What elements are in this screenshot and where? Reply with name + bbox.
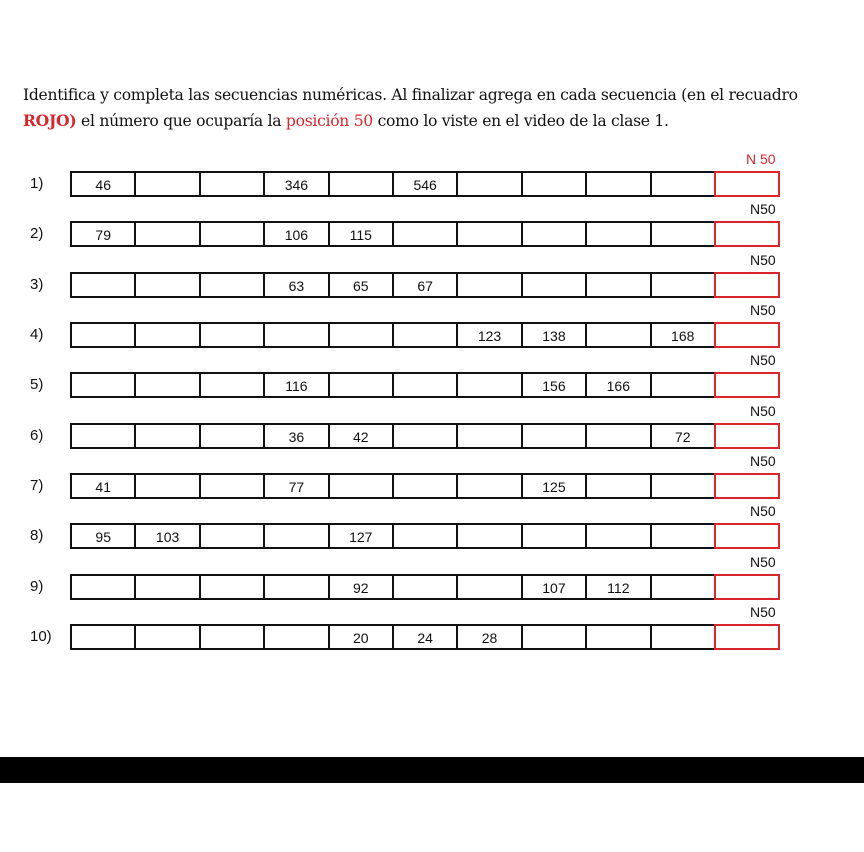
instructions (23, 83, 853, 134)
row-number: 10) (30, 628, 52, 645)
sequence-cell[interactable] (456, 523, 522, 549)
sequence-cell[interactable] (134, 473, 200, 499)
sequence-cell[interactable] (134, 272, 200, 298)
sequence-cell[interactable] (521, 221, 587, 247)
sequence-cell[interactable]: 156 (521, 372, 587, 398)
sequence-row (0, 302, 864, 348)
row-number: 5) (30, 376, 44, 393)
sequence-cell[interactable] (199, 171, 265, 197)
sequence-cell[interactable] (134, 574, 200, 600)
sequence-cell[interactable]: 116 (263, 372, 329, 398)
sequence-cell[interactable] (521, 523, 587, 549)
instruction-text: Identifica y completa las secuencias numéricas. Al finalizar agrega en cada secuencia (en el recuadro (23, 86, 798, 104)
sequence-cell[interactable]: 115 (328, 221, 394, 247)
sequence-cell[interactable] (70, 574, 136, 600)
sequence-cell[interactable] (650, 523, 716, 549)
sequence-cell[interactable] (585, 624, 651, 650)
n50-answer-box[interactable] (714, 221, 780, 247)
sequence-cell[interactable] (392, 574, 458, 600)
sequence-cell[interactable] (263, 523, 329, 549)
sequence-cell[interactable] (650, 272, 716, 298)
sequence-cell[interactable]: 546 (392, 171, 458, 197)
sequence-cell[interactable] (263, 624, 329, 650)
sequence-cell[interactable]: 46 (70, 171, 136, 197)
sequence-cell[interactable] (650, 473, 716, 499)
sequence-cell[interactable] (392, 423, 458, 449)
row-number: 1) (30, 175, 44, 192)
sequence-cell[interactable] (650, 171, 716, 197)
sequence-cell[interactable] (585, 272, 651, 298)
sequence-cell[interactable] (199, 272, 265, 298)
sequence-cell[interactable] (199, 372, 265, 398)
sequence-cell[interactable] (328, 171, 394, 197)
sequence-cell[interactable] (134, 221, 200, 247)
sequence-cell[interactable] (650, 574, 716, 600)
sequence-cell[interactable]: 95 (70, 523, 136, 549)
sequence-cell[interactable]: 112 (585, 574, 651, 600)
sequence-cell[interactable]: 65 (328, 272, 394, 298)
sequence-cell[interactable]: 67 (392, 272, 458, 298)
sequence-cell[interactable]: 123 (456, 322, 522, 348)
sequence-cell[interactable] (585, 322, 651, 348)
n50-label: N50 (750, 201, 776, 217)
sequence-cell[interactable]: 28 (456, 624, 522, 650)
sequence-cell[interactable]: 168 (650, 322, 716, 348)
sequence-cell[interactable] (650, 624, 716, 650)
sequence-cell[interactable]: 41 (70, 473, 136, 499)
row-number: 3) (30, 276, 44, 293)
black-bar (0, 757, 864, 783)
sequence-cell[interactable] (199, 322, 265, 348)
sequence-cell[interactable] (134, 624, 200, 650)
sequence-cell[interactable] (328, 372, 394, 398)
sequence-cell[interactable] (456, 272, 522, 298)
sequence-cell[interactable] (392, 523, 458, 549)
instruction-text: el número que ocuparía la (76, 112, 286, 130)
sequence-row (0, 201, 864, 247)
rojo-highlight: ROJO) (23, 111, 77, 130)
sequence-cell[interactable] (70, 372, 136, 398)
sequence-cell[interactable]: 166 (585, 372, 651, 398)
sequence-cell[interactable] (521, 624, 587, 650)
n50-label: N50 (750, 503, 776, 519)
sequence-cell[interactable] (263, 574, 329, 600)
sequence-cell[interactable] (585, 523, 651, 549)
sequence-cell[interactable]: 79 (70, 221, 136, 247)
sequence-cell[interactable] (199, 574, 265, 600)
n50-label: N 50 (746, 151, 776, 167)
sequence-row (0, 151, 864, 197)
sequence-cell[interactable] (263, 322, 329, 348)
sequence-cell[interactable]: 125 (521, 473, 587, 499)
instruction-text: como lo viste en el video de la clase 1. (372, 112, 669, 130)
row-number: 8) (30, 527, 44, 544)
sequence-cell[interactable] (134, 171, 200, 197)
n50-label: N50 (750, 352, 776, 368)
n50-answer-box[interactable] (714, 372, 780, 398)
sequence-cell[interactable]: 103 (134, 523, 200, 549)
sequence-row (0, 403, 864, 449)
sequence-cell[interactable]: 24 (392, 624, 458, 650)
sequence-cell[interactable]: 127 (328, 523, 394, 549)
sequence-cell[interactable] (392, 473, 458, 499)
row-number: 6) (30, 427, 44, 444)
sequence-cell[interactable] (392, 322, 458, 348)
sequence-cell[interactable]: 138 (521, 322, 587, 348)
sequence-row (0, 503, 864, 549)
n50-label: N50 (750, 604, 776, 620)
sequence-cell[interactable] (456, 221, 522, 247)
sequence-cell[interactable] (456, 372, 522, 398)
sequence-cell[interactable]: 77 (263, 473, 329, 499)
sequence-cell[interactable] (456, 473, 522, 499)
row-number: 2) (30, 225, 44, 242)
sequence-cell[interactable]: 346 (263, 171, 329, 197)
n50-answer-box[interactable] (714, 523, 780, 549)
sequence-cell[interactable] (199, 473, 265, 499)
sequence-cell[interactable]: 20 (328, 624, 394, 650)
sequence-cell[interactable]: 107 (521, 574, 587, 600)
n50-label: N50 (750, 252, 776, 268)
row-number: 7) (30, 477, 44, 494)
sequence-cell[interactable]: 42 (328, 423, 394, 449)
sequence-cell[interactable] (328, 473, 394, 499)
sequence-cell[interactable] (521, 272, 587, 298)
sequence-cell[interactable] (585, 221, 651, 247)
sequence-row (0, 554, 864, 600)
sequence-cell[interactable] (199, 423, 265, 449)
sequence-cell[interactable] (585, 171, 651, 197)
n50-label: N50 (750, 453, 776, 469)
sequence-cell[interactable] (521, 423, 587, 449)
sequence-cell[interactable] (456, 574, 522, 600)
sequence-cell[interactable] (134, 423, 200, 449)
sequence-cell[interactable] (456, 423, 522, 449)
n50-answer-box[interactable] (714, 473, 780, 499)
sequence-cell[interactable] (585, 473, 651, 499)
n50-label: N50 (750, 403, 776, 419)
sequence-cell[interactable] (134, 322, 200, 348)
sequence-cell[interactable]: 72 (650, 423, 716, 449)
n50-label: N50 (750, 302, 776, 318)
sequence-cell[interactable] (328, 322, 394, 348)
sequence-row (0, 453, 864, 499)
row-number: 9) (30, 578, 44, 595)
row-number: 4) (30, 326, 44, 343)
sequence-cell[interactable] (134, 372, 200, 398)
sequence-cell[interactable] (70, 322, 136, 348)
sequence-cell[interactable] (392, 372, 458, 398)
sequence-cell[interactable] (199, 523, 265, 549)
sequence-cell[interactable] (650, 372, 716, 398)
sequence-row (0, 352, 864, 398)
sequence-cell[interactable] (585, 423, 651, 449)
sequence-cell[interactable]: 36 (263, 423, 329, 449)
sequence-row (0, 604, 864, 650)
sequence-cell[interactable] (392, 221, 458, 247)
n50-answer-box[interactable] (714, 574, 780, 600)
n50-answer-box[interactable] (714, 423, 780, 449)
sequence-cell[interactable] (650, 221, 716, 247)
sequence-cell[interactable] (199, 221, 265, 247)
sequence-cell[interactable] (70, 624, 136, 650)
sequence-cell[interactable]: 63 (263, 272, 329, 298)
position-highlight: posición 50 (285, 112, 373, 130)
sequence-cell[interactable] (70, 423, 136, 449)
n50-label: N50 (750, 554, 776, 570)
n50-answer-box[interactable] (714, 624, 780, 650)
n50-answer-box[interactable] (714, 272, 780, 298)
sequence-row (0, 252, 864, 298)
sequence-cell[interactable] (456, 171, 522, 197)
sequence-cell[interactable]: 92 (328, 574, 394, 600)
sequence-cell[interactable] (521, 171, 587, 197)
n50-answer-box[interactable] (714, 171, 780, 197)
sequence-cell[interactable] (199, 624, 265, 650)
n50-answer-box[interactable] (714, 322, 780, 348)
sequence-cell[interactable]: 106 (263, 221, 329, 247)
sequence-cell[interactable] (70, 272, 136, 298)
